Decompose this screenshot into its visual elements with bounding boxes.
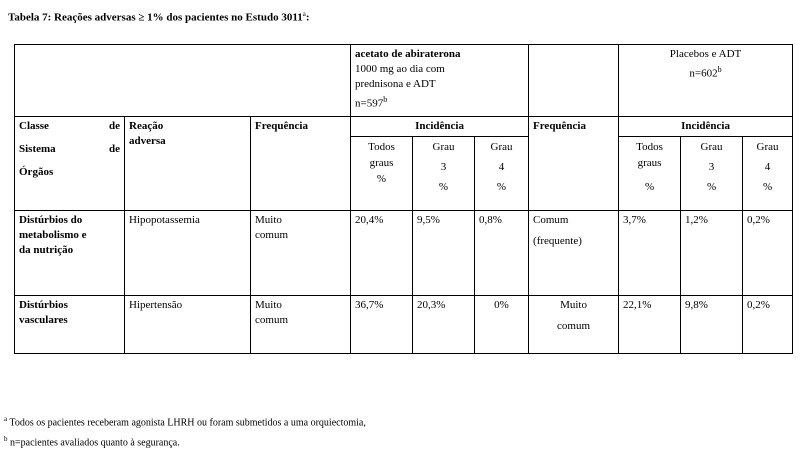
pct-label: % — [376, 173, 387, 185]
todos-label: Todos — [368, 141, 395, 153]
freq-line: Muito — [560, 299, 587, 311]
caption-footnote-mark: a — [302, 10, 306, 18]
empty-header-cell — [15, 45, 351, 117]
frequencia-header-placebo: Frequência — [529, 117, 619, 211]
abi-todos-graus — [351, 137, 413, 211]
footnote-a-text: Todos os pacientes receberam agonista LHRH ou foram submetidos a uma orquiectomia, — [7, 417, 366, 429]
pla-grau-4 — [743, 137, 793, 211]
row-abi-g4: 0% — [475, 296, 529, 354]
grau-3-number: 3 — [440, 161, 447, 173]
abiraterone-dose: 1000 mg ao dia com — [355, 63, 445, 75]
placebo-header — [619, 45, 793, 117]
pla-todos-graus — [619, 137, 681, 211]
placebo-n-value: n=602 — [689, 67, 718, 80]
classe-line: Distúrbios do — [19, 214, 83, 226]
placebo-title: Placebos e ADT — [669, 48, 742, 60]
row-abi-g3: 9,5% — [413, 211, 475, 296]
grau-label: Grau — [432, 141, 455, 153]
row-abi-g3: 20,3% — [413, 296, 475, 354]
orgaos-word: Órgãos — [19, 166, 54, 178]
footnote-a-mark: a — [4, 415, 8, 423]
row-pla-g3: 9,8% — [681, 296, 743, 354]
classe-de-2: de — [109, 143, 120, 155]
placebo-n — [623, 62, 788, 82]
row-abi-todos: 20,4% — [351, 211, 413, 296]
grau-label: Grau — [700, 141, 723, 153]
frequencia-header-abiraterone: Frequência — [251, 117, 351, 211]
row-pla-g4: 0,2% — [743, 211, 793, 296]
footnote-b-text: n=pacientes avaliados quanto à segurança. — [7, 437, 180, 449]
footnote-b — [4, 431, 366, 451]
freq-line: comum — [255, 314, 288, 326]
pct-label: % — [496, 181, 507, 193]
footnotes — [4, 411, 366, 452]
pla-grau-3 — [681, 137, 743, 211]
freq-line: (frequente) — [533, 235, 582, 247]
classe-header — [15, 117, 125, 211]
row-pla-todos: 3,7% — [619, 211, 681, 296]
row-frequencia-pla — [529, 211, 619, 296]
footnote-a — [4, 411, 366, 431]
reacao-header — [125, 117, 251, 211]
abi-grau-3 — [413, 137, 475, 211]
freq-line: comum — [255, 229, 288, 241]
row-pla-g3: 1,2% — [681, 211, 743, 296]
adverse-reactions-table — [14, 44, 793, 354]
reacao-line-1: Reação — [129, 120, 164, 132]
group-header-row — [15, 45, 793, 117]
grau-3-number: 3 — [708, 161, 715, 173]
column-header-row — [15, 117, 793, 137]
classe-line: Distúrbios — [19, 299, 68, 311]
placebo-n-mark: b — [717, 65, 722, 74]
caption-text: Tabela 7: Reações adversas ≥ 1% dos pacientes no Estudo 3011 — [8, 11, 303, 24]
classe-line: vasculares — [19, 314, 68, 326]
row-classe — [15, 296, 125, 354]
freq-line: Comum — [533, 214, 569, 226]
abi-grau-4 — [475, 137, 529, 211]
row-reacao: Hipopotassemia — [125, 211, 251, 296]
graus-label: graus — [369, 157, 394, 169]
abiraterone-title: acetato de abiraterona — [355, 48, 461, 60]
row-frequencia-abi — [251, 296, 351, 354]
caption-colon: : — [305, 11, 310, 24]
pct-label: % — [706, 181, 717, 193]
row-frequencia-abi — [251, 211, 351, 296]
row-abi-g4: 0,8% — [475, 211, 529, 296]
grau-4-number: 4 — [498, 161, 505, 173]
freq-line: Muito — [255, 214, 282, 226]
row-abi-todos: 36,7% — [351, 296, 413, 354]
incidencia-header-placebo: Incidência — [619, 117, 793, 137]
classe-line: metabolismo e — [19, 229, 87, 241]
sistema-word: Sistema — [19, 143, 56, 155]
row-classe — [15, 211, 125, 296]
classe-line: da nutrição — [19, 244, 74, 256]
freq-line: Muito — [255, 299, 282, 311]
todos-label: Todos — [636, 141, 663, 153]
row-frequencia-pla — [529, 296, 619, 354]
pct-label: % — [762, 181, 773, 193]
grau-label: Grau — [756, 141, 779, 153]
classe-word: Classe — [19, 120, 49, 132]
row-reacao: Hipertensão — [125, 296, 251, 354]
grau-4-number: 4 — [764, 161, 771, 173]
row-pla-todos: 22,1% — [619, 296, 681, 354]
abiraterone-n-mark: b — [383, 95, 388, 104]
classe-de-1: de — [109, 120, 120, 132]
footnote-b-mark: b — [4, 435, 8, 444]
freq-line: comum — [557, 320, 591, 332]
abiraterone-regimen: prednisona e ADT — [355, 78, 436, 90]
empty-header-freq — [529, 45, 619, 117]
abiraterone-n — [355, 92, 524, 112]
row-pla-g4: 0,2% — [743, 296, 793, 354]
table-row — [15, 211, 793, 296]
grau-label: Grau — [490, 141, 513, 153]
reacao-line-2: adversa — [129, 135, 166, 147]
graus-label: graus — [637, 157, 662, 169]
table-row — [15, 296, 793, 354]
table-caption — [8, 10, 310, 24]
incidencia-header-abiraterone: Incidência — [351, 117, 529, 137]
classe-line-1 — [19, 119, 120, 134]
abiraterone-n-value: n=597 — [355, 97, 384, 110]
pct-label: % — [438, 181, 449, 193]
abiraterone-header — [351, 45, 529, 117]
classe-line-2 — [19, 142, 120, 157]
pct-label: % — [644, 181, 655, 193]
